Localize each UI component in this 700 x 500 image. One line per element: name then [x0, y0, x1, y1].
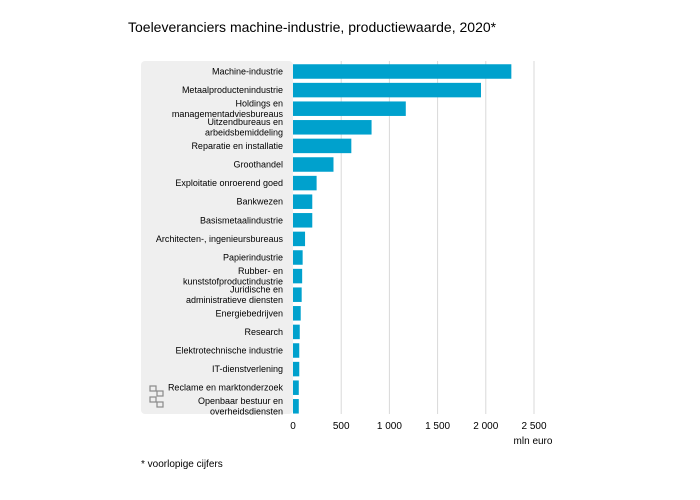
- bar: [293, 83, 481, 98]
- x-tick-labels: [290, 421, 547, 432]
- bar: [293, 343, 299, 358]
- bar: [293, 176, 317, 191]
- category-label: Openbaar bestuur en overheidsdiensten: [197, 396, 283, 417]
- footnote: * voorlopige cijfers: [141, 459, 223, 470]
- category-label: Rubber- en kunststofproductindustrie: [182, 265, 283, 287]
- category-label: Research: [244, 326, 283, 337]
- bar: [293, 380, 299, 395]
- x-tick-label: 1 500: [425, 421, 451, 432]
- x-axis-label: mln euro: [513, 436, 553, 447]
- bar: [293, 306, 301, 321]
- category-label: Basismetaalindustrie: [199, 215, 283, 226]
- category-label: Machine-industrie: [211, 66, 283, 77]
- bars: [293, 64, 511, 413]
- category-label: Metaalproductenindustrie: [181, 85, 283, 96]
- category-label: Elektrotechnische industrie: [175, 345, 283, 356]
- category-label: Uitzendbureaus en arbeidsbemiddeling: [204, 117, 283, 138]
- bar: [293, 399, 299, 414]
- category-label: Papierindustrie: [222, 252, 283, 263]
- x-tick-label: 1 000: [376, 421, 402, 432]
- x-tick-label: 2 500: [521, 421, 547, 432]
- x-tick-label: 500: [332, 421, 350, 432]
- bar: [293, 101, 406, 116]
- bar: [293, 269, 302, 284]
- x-tick-label: 2 000: [473, 421, 499, 432]
- bar: [293, 64, 511, 79]
- category-label: Holdings en managementadviesbureaus: [171, 98, 283, 119]
- category-label: Exploitatie onroerend goed: [175, 178, 283, 189]
- bar: [293, 250, 303, 265]
- category-label: Bankwezen: [236, 196, 283, 207]
- x-tick-label: 0: [290, 421, 296, 432]
- category-label: Architecten-, ingenieursbureaus: [155, 233, 283, 244]
- chart-title: Toeleveranciers machine-industrie, productiewaarde, 2020*: [128, 19, 497, 35]
- bar: [293, 362, 299, 377]
- category-label: Energiebedrijven: [215, 308, 283, 319]
- bar: [293, 287, 302, 302]
- category-label: Juridische en administratieve diensten: [185, 284, 283, 305]
- bar: [293, 194, 312, 209]
- bar: [293, 157, 333, 172]
- bar: [293, 139, 351, 154]
- bar: [293, 232, 305, 247]
- bar: [293, 325, 300, 340]
- bar: [293, 120, 372, 135]
- category-label: Reclame en marktonderzoek: [167, 382, 283, 393]
- category-label: Reparatie en installatie: [191, 140, 283, 151]
- bar: [293, 213, 312, 228]
- category-label: IT-dienstverlening: [211, 364, 283, 375]
- category-label: Groothandel: [233, 159, 283, 170]
